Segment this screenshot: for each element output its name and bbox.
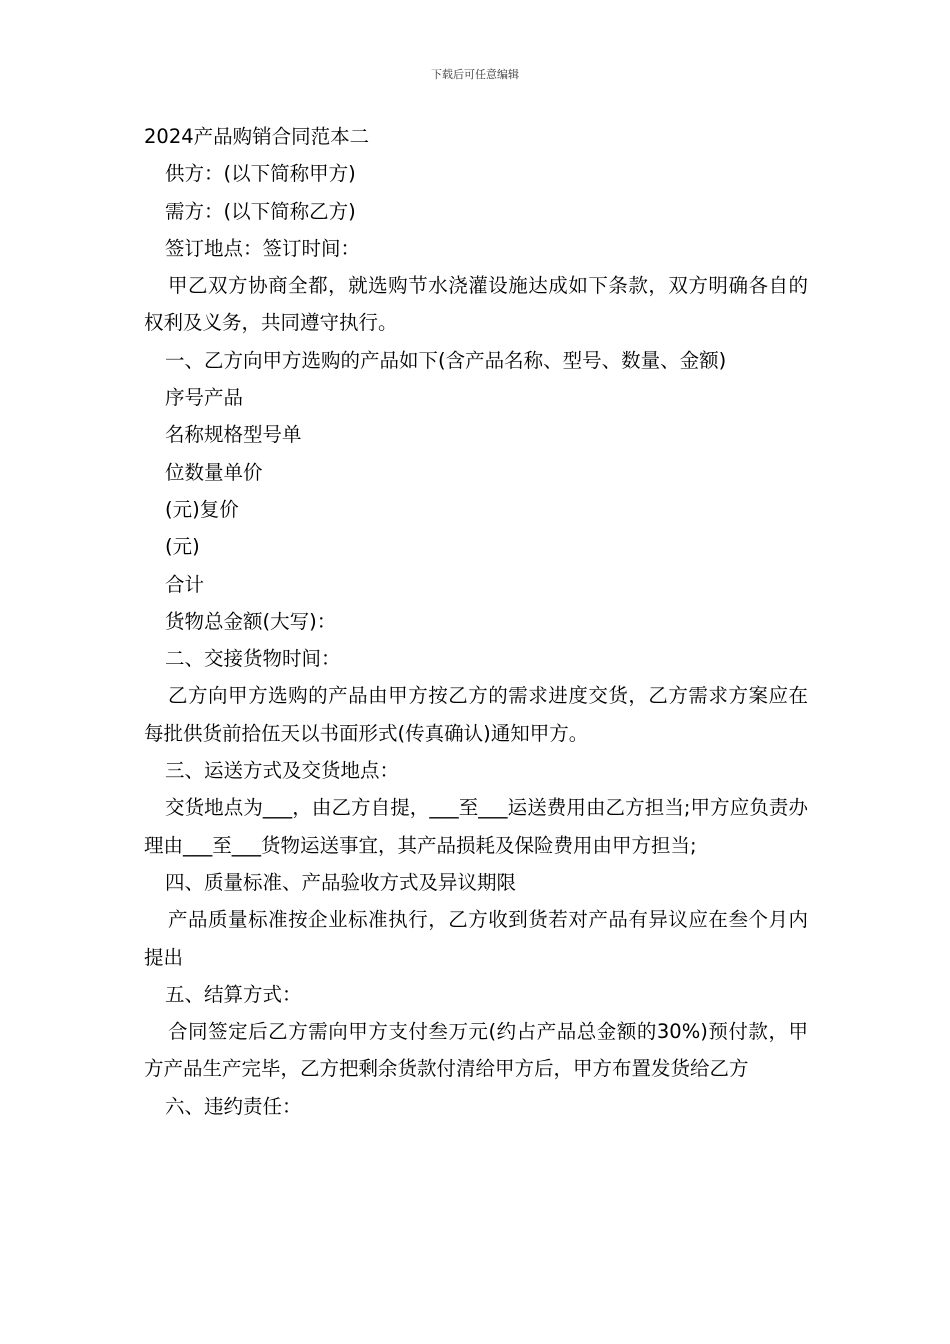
table-text-line: 位数量单价 xyxy=(165,460,263,484)
table-text-line: (元)复价 xyxy=(165,497,239,521)
paragraph-quality: 产品质量标准按企业标准执行，乙方收到货若对产品有异议应在叁个月内提出 xyxy=(144,908,808,969)
table-text-line: 名称规格型号单 xyxy=(165,423,302,447)
table-text-line: (元) xyxy=(165,535,200,559)
page-header: 下载后可任意编辑 xyxy=(431,68,519,81)
paragraph-sign-place-time: 签订地点：签订时间： xyxy=(165,236,361,260)
section-3-heading: 三、运送方式及交货地点： xyxy=(165,759,400,783)
document-body xyxy=(144,118,808,1125)
table-text-line: 合计 xyxy=(165,572,205,596)
table-text-line: 序号产品 xyxy=(165,386,244,410)
paragraph-supplier: 供方：(以下简称甲方) xyxy=(165,162,356,186)
section-6-heading: 六、违约责任： xyxy=(165,1094,302,1118)
paragraph-settlement: 合同签定后乙方需向甲方支付叁万元(约占产品总金额的30%)预付款，甲方产品生产完毕，乙方把剩余货款付清给甲方后，甲方布置发货给乙方 xyxy=(144,1020,808,1081)
section-2-heading: 二、交接货物时间： xyxy=(165,647,341,671)
paragraph-total-amount: 货物总金额(大写)： xyxy=(165,609,337,633)
document-title: 2024产品购销合同范本二 xyxy=(144,125,370,148)
section-5-heading: 五、结算方式： xyxy=(165,982,302,1006)
section-1-heading: 一、乙方向甲方选购的产品如下(含产品名称、型号、数量、金额) xyxy=(165,348,727,372)
paragraph-agreement: 甲乙双方协商全都，就选购节水浇灌设施达成如下条款，双方明确各自的权利及义务，共同遵守执行。 xyxy=(144,274,808,335)
paragraph-delivery-time: 乙方向甲方选购的产品由甲方按乙方的需求进度交货，乙方需求方案应在每批供货前拾伍天以书面形式(传真确认)通知甲方。 xyxy=(144,684,808,745)
section-4-heading: 四、质量标准、产品验收方式及异议期限 xyxy=(165,870,517,894)
paragraph-buyer: 需方：(以下简称乙方) xyxy=(165,199,356,223)
paragraph-delivery-place: 交货地点为___，由乙方自提，___至___运送费用由乙方担当;甲方应负责办理由___至___货物运送事宜，其产品损耗及保险费用由甲方担当; xyxy=(144,796,808,857)
